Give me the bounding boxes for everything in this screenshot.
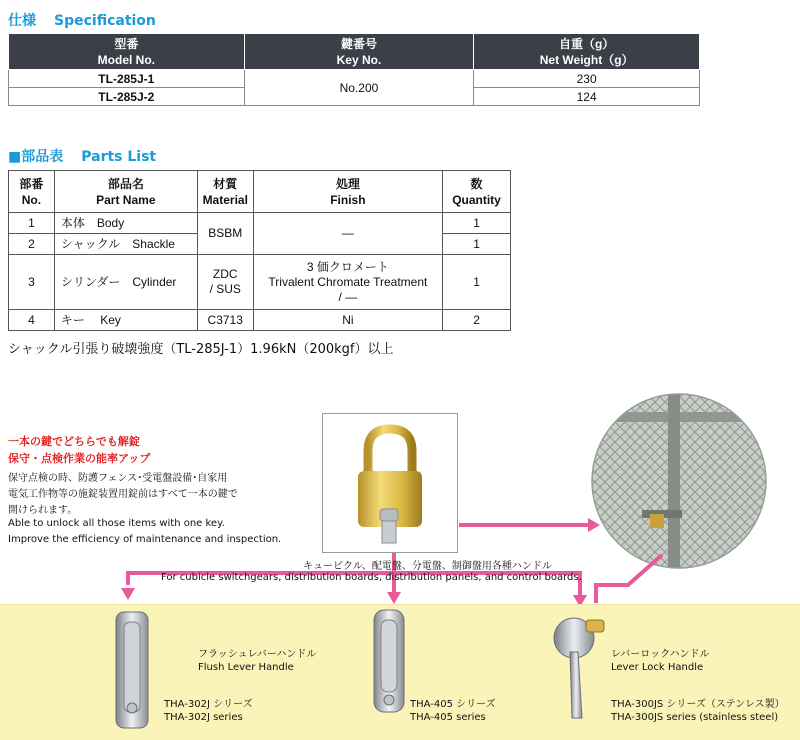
feature-en-1: Able to unlock all those items with one key.: [8, 518, 225, 529]
part-material: BSBM: [197, 213, 253, 255]
lever-lock-handle-image: [548, 606, 612, 724]
product-2-series: THA-405 シリーズ THA-405 series: [410, 699, 496, 723]
spec-header-key: 鍵番号 Key No.: [244, 34, 474, 70]
feature-jp-1: 保守点検の時、防護フェンス･受電盤設備･自家用: [8, 473, 228, 484]
part-material: C3713: [197, 310, 253, 331]
spec-title-en: Specification: [54, 13, 156, 29]
parts-header-finish: 処理 Finish: [253, 171, 442, 213]
part-finish: —: [253, 213, 442, 255]
spec-weight-cell: 230: [474, 70, 700, 88]
part-name: 本体 Body: [54, 213, 197, 234]
part-material: ZDC / SUS: [197, 255, 253, 310]
feature-red-2: 保守・点検作業の能率アップ: [8, 452, 151, 465]
spec-model-cell: TL-285J-1: [9, 70, 245, 88]
part-name: キー Key: [54, 310, 197, 331]
tha-405-handle-image: [370, 606, 408, 716]
spec-header-weight: 自重（g） Net Weight（g）: [474, 34, 700, 70]
feature-jp-2: 電気工作物等の施錠装置用錠前はすべて一本の鍵で: [8, 489, 238, 500]
parts-title-jp: ■部品表: [8, 149, 64, 165]
spec-header-model: 型番 Model No.: [9, 34, 245, 70]
parts-header-material: 材質 Material: [197, 171, 253, 213]
product-1-series: THA-302J シリーズ THA-302J series: [164, 699, 253, 723]
usage-jp: キュービクル、配電盤、分電盤、制御盤用各種ハンドル: [303, 561, 552, 572]
parts-title-en: Parts List: [81, 149, 157, 165]
part-qty: 1: [443, 213, 511, 234]
product-3-name: レバーロックハンドル Lever Lock Handle: [611, 649, 710, 673]
part-finish: 3 価クロメート Trivalent Chromate Treatment / —: [253, 255, 442, 310]
part-no: 2: [9, 234, 55, 255]
part-qty: 1: [443, 234, 511, 255]
parts-header-name: 部品名 Part Name: [54, 171, 197, 213]
part-no: 3: [9, 255, 55, 310]
part-no: 1: [9, 213, 55, 234]
feature-red-1: 一本の鍵でどちらでも解錠: [8, 435, 140, 448]
flush-lever-handle-image: [110, 608, 154, 732]
spec-key-cell: No.200: [244, 70, 474, 106]
usage-en: For cubicle switchgears, distribution boards, distribution panels, and control boards.: [161, 572, 582, 583]
product-3-series: THA-300JS シリーズ（ステンレス製） THA-300JS series (stainless steel): [611, 699, 785, 723]
part-name: シャックル Shackle: [54, 234, 197, 255]
feature-jp-3: 開けられます。: [8, 505, 78, 516]
product-1-name: フラッシュレバーハンドル Flush Lever Handle: [198, 649, 317, 673]
spec-title-jp: 仕様: [8, 13, 36, 29]
part-name: シリンダー Cylinder: [54, 255, 197, 310]
part-no: 4: [9, 310, 55, 331]
part-qty: 1: [443, 255, 511, 310]
spec-weight-cell: 124: [474, 88, 700, 106]
feature-en-2: Improve the efficiency of maintenance and inspection.: [8, 534, 282, 545]
spec-model-cell: TL-285J-2: [9, 88, 245, 106]
part-qty: 2: [443, 310, 511, 331]
part-finish: Ni: [253, 310, 442, 331]
parts-header-no: 部番 No.: [9, 171, 55, 213]
shackle-strength-note: シャックル引張り破壊強度（TL-285J-1）1.96kN（200kgf）以上: [8, 342, 394, 357]
parts-header-qty: 数 Quantity: [443, 171, 511, 213]
